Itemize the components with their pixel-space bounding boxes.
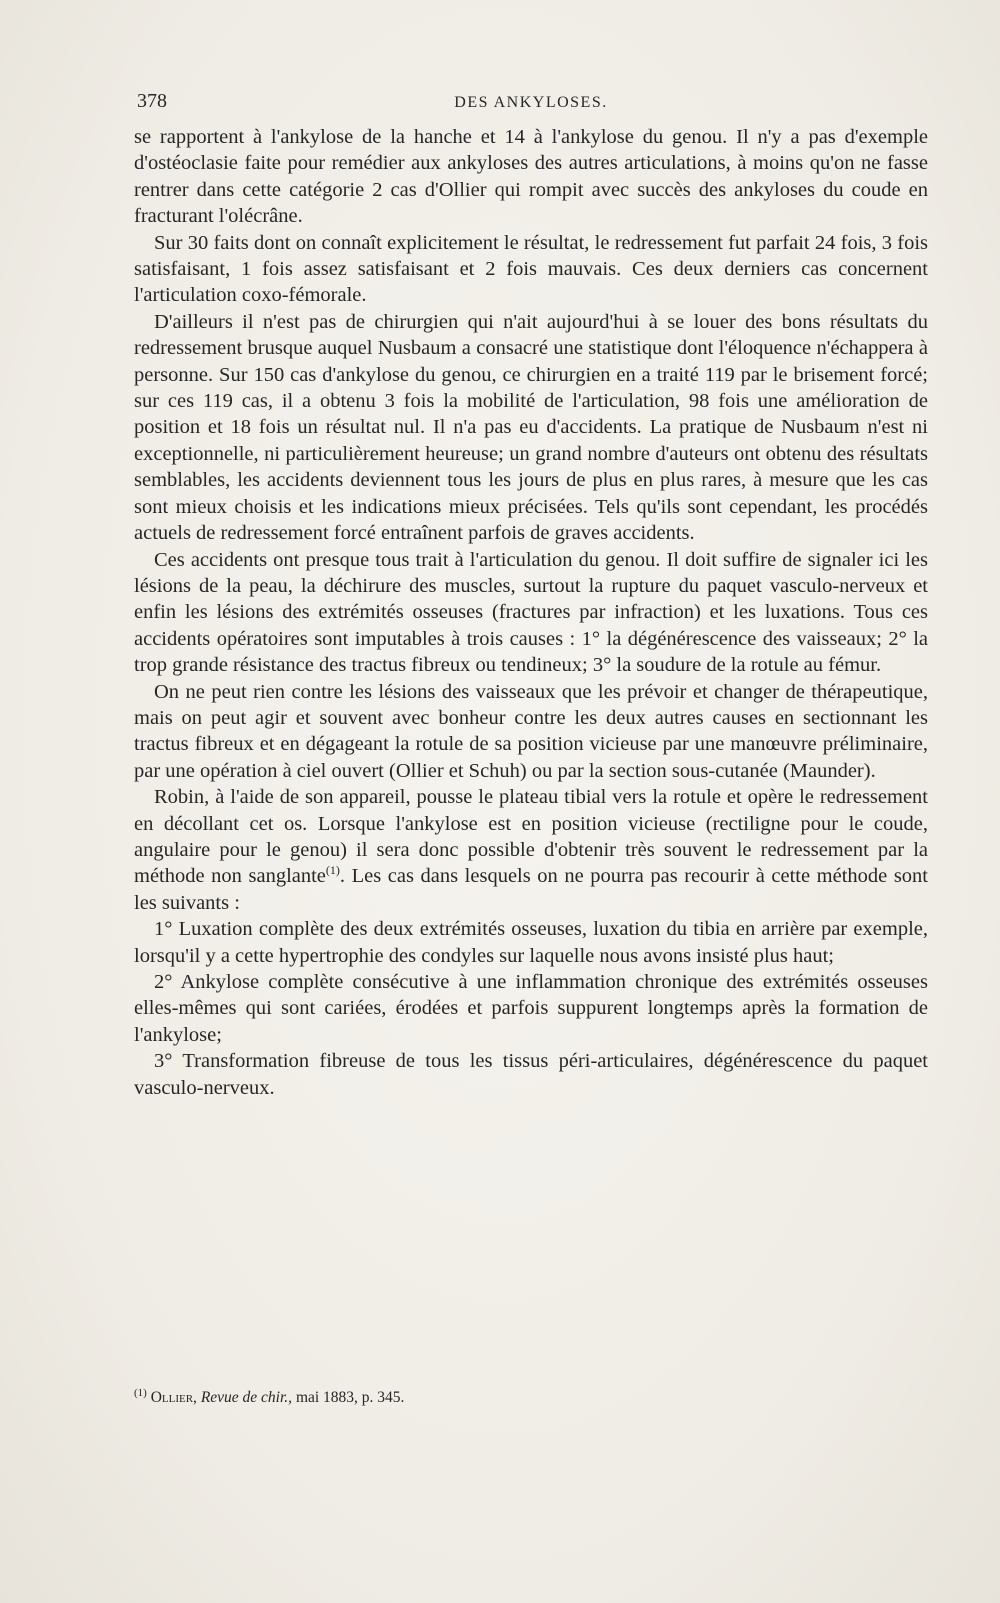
body-text	[134, 124, 928, 1101]
paragraph-vessels: On ne peut rien contre les lésions des vaisseaux que les prévoir et changer de thérapeutique, mais on peut agir et souvent avec bonheur contre les deux autres causes en sectionnant les tractus fibreux et en dégageant la rotule de sa position vicieuse par une manœuvre préliminaire, par une opération à ciel ouvert (Ollier et Schuh) ou par la section sous-cutanée (Maunder).	[134, 680, 928, 782]
list-item-transformation: 3° Transformation fibreuse de tous les tissus péri-articulaires, dégénérescence du paquet vasculo-nerveux.	[134, 1050, 928, 1099]
page-header	[137, 90, 925, 120]
paragraph-robin	[134, 784, 928, 916]
paragraph-accidents: Ces accidents ont presque tous trait à l'articulation du genou. Il doit suffire de signaler ici les lésions de la peau, la déchirure des muscles, surtout la rupture du paquet vasculo-nerveux et enfin les lésions des extrémités osseuses (fractures par infraction) et les luxations. Tous ces accidents opératoires sont imputables à trois causes : 1° la dégénérescence des vaisseaux; 2° la trop grande résistance des tractus fibreux ou tendineux; 3° la soudure de la rotule au fémur.	[134, 548, 928, 677]
list-item-ankylose: 2° Ankylose complète consécutive à une inflammation chronique des extrémités osseuses elles-mêmes qui sont cariées, érodées et parfois suppurent longtemps après la formation de l'ankylose;	[134, 971, 928, 1046]
footnote-journal: Revue de chir.,	[200, 1389, 293, 1406]
paragraph-nusbaum: D'ailleurs il n'est pas de chirurgien qui n'ait aujourd'hui à se louer des bons résultats du redressement brusque auquel Nusbaum a consacré une statistique dont l'éloquence n'échappera à personne. Sur 150 cas d'ankylose du genou, ce chirurgien en a traité 119 par le brisement forcé; sur ces 119 cas, il a obtenu 3 fois la mobilité de l'articulation, 98 fois une amélioration de position et 18 fois un résultat nul. Il n'a pas eu d'accidents. La pratique de Nusbaum n'est ni exceptionnelle, ni particulièrement heureuse; un grand nombre d'auteurs ont obtenu des résultats semblables, les accidents deviennent tous les jours de plus en plus rares, à mesure que les cas sont mieux choisis et les indications mieux précisées. Tels qu'ils sont cependant, les procédés actuels de redressement forcé entraînent parfois de graves accidents.	[134, 310, 928, 545]
footnote	[134, 1388, 928, 1408]
footnote-mark: (1)	[134, 1386, 147, 1399]
running-title: DES ANKYLOSES.	[454, 94, 608, 111]
paragraph-results: Sur 30 faits dont on connaît explicitement le résultat, le redressement fut parfait 24 fois, 3 fois satisfaisant, 1 fois assez satisfaisant et 2 fois mauvais. Ces deux derniers cas concernent l'articulation coxo-fémorale.	[134, 231, 928, 307]
paragraph-continued: se rapportent à l'ankylose de la hanche et 14 à l'ankylose du genou. Il n'y a pas d'exemple d'ostéoclasie faite pour remédier aux ankyloses des autres articulations, à moins qu'on ne fasse rentrer dans cette catégorie 2 cas d'Ollier qui rompit avec succès des ankyloses du coude en fracturant l'olécrâne.	[134, 126, 928, 228]
paragraph-robin-text-after: . Les cas dans lesquels on ne pourra pas recourir à cette méthode sont les suivants :	[134, 865, 928, 914]
page-number: 378	[137, 90, 167, 112]
footnote-details: mai 1883, p. 345.	[295, 1389, 405, 1406]
paragraph-robin-text: Robin, à l'aide de son appareil, pousse le plateau tibial vers la rotule et opère le redressement en décollant cet os. Lorsque l'ankylose est en position vicieuse (rectiligne pour le coude, angulaire pour le genou) il sera donc possible d'obtenir très souvent le redressement par la méthode non sanglante	[134, 786, 928, 888]
footnote-author: Ollier,	[150, 1389, 197, 1406]
list-item-luxation: 1° Luxation complète des deux extrémités osseuses, luxation du tibia en arrière par exemple, lorsqu'il y a cette hypertrophie des condyles sur laquelle nous avons insisté plus haut;	[134, 918, 928, 967]
footnote-call: (1)	[325, 863, 340, 878]
